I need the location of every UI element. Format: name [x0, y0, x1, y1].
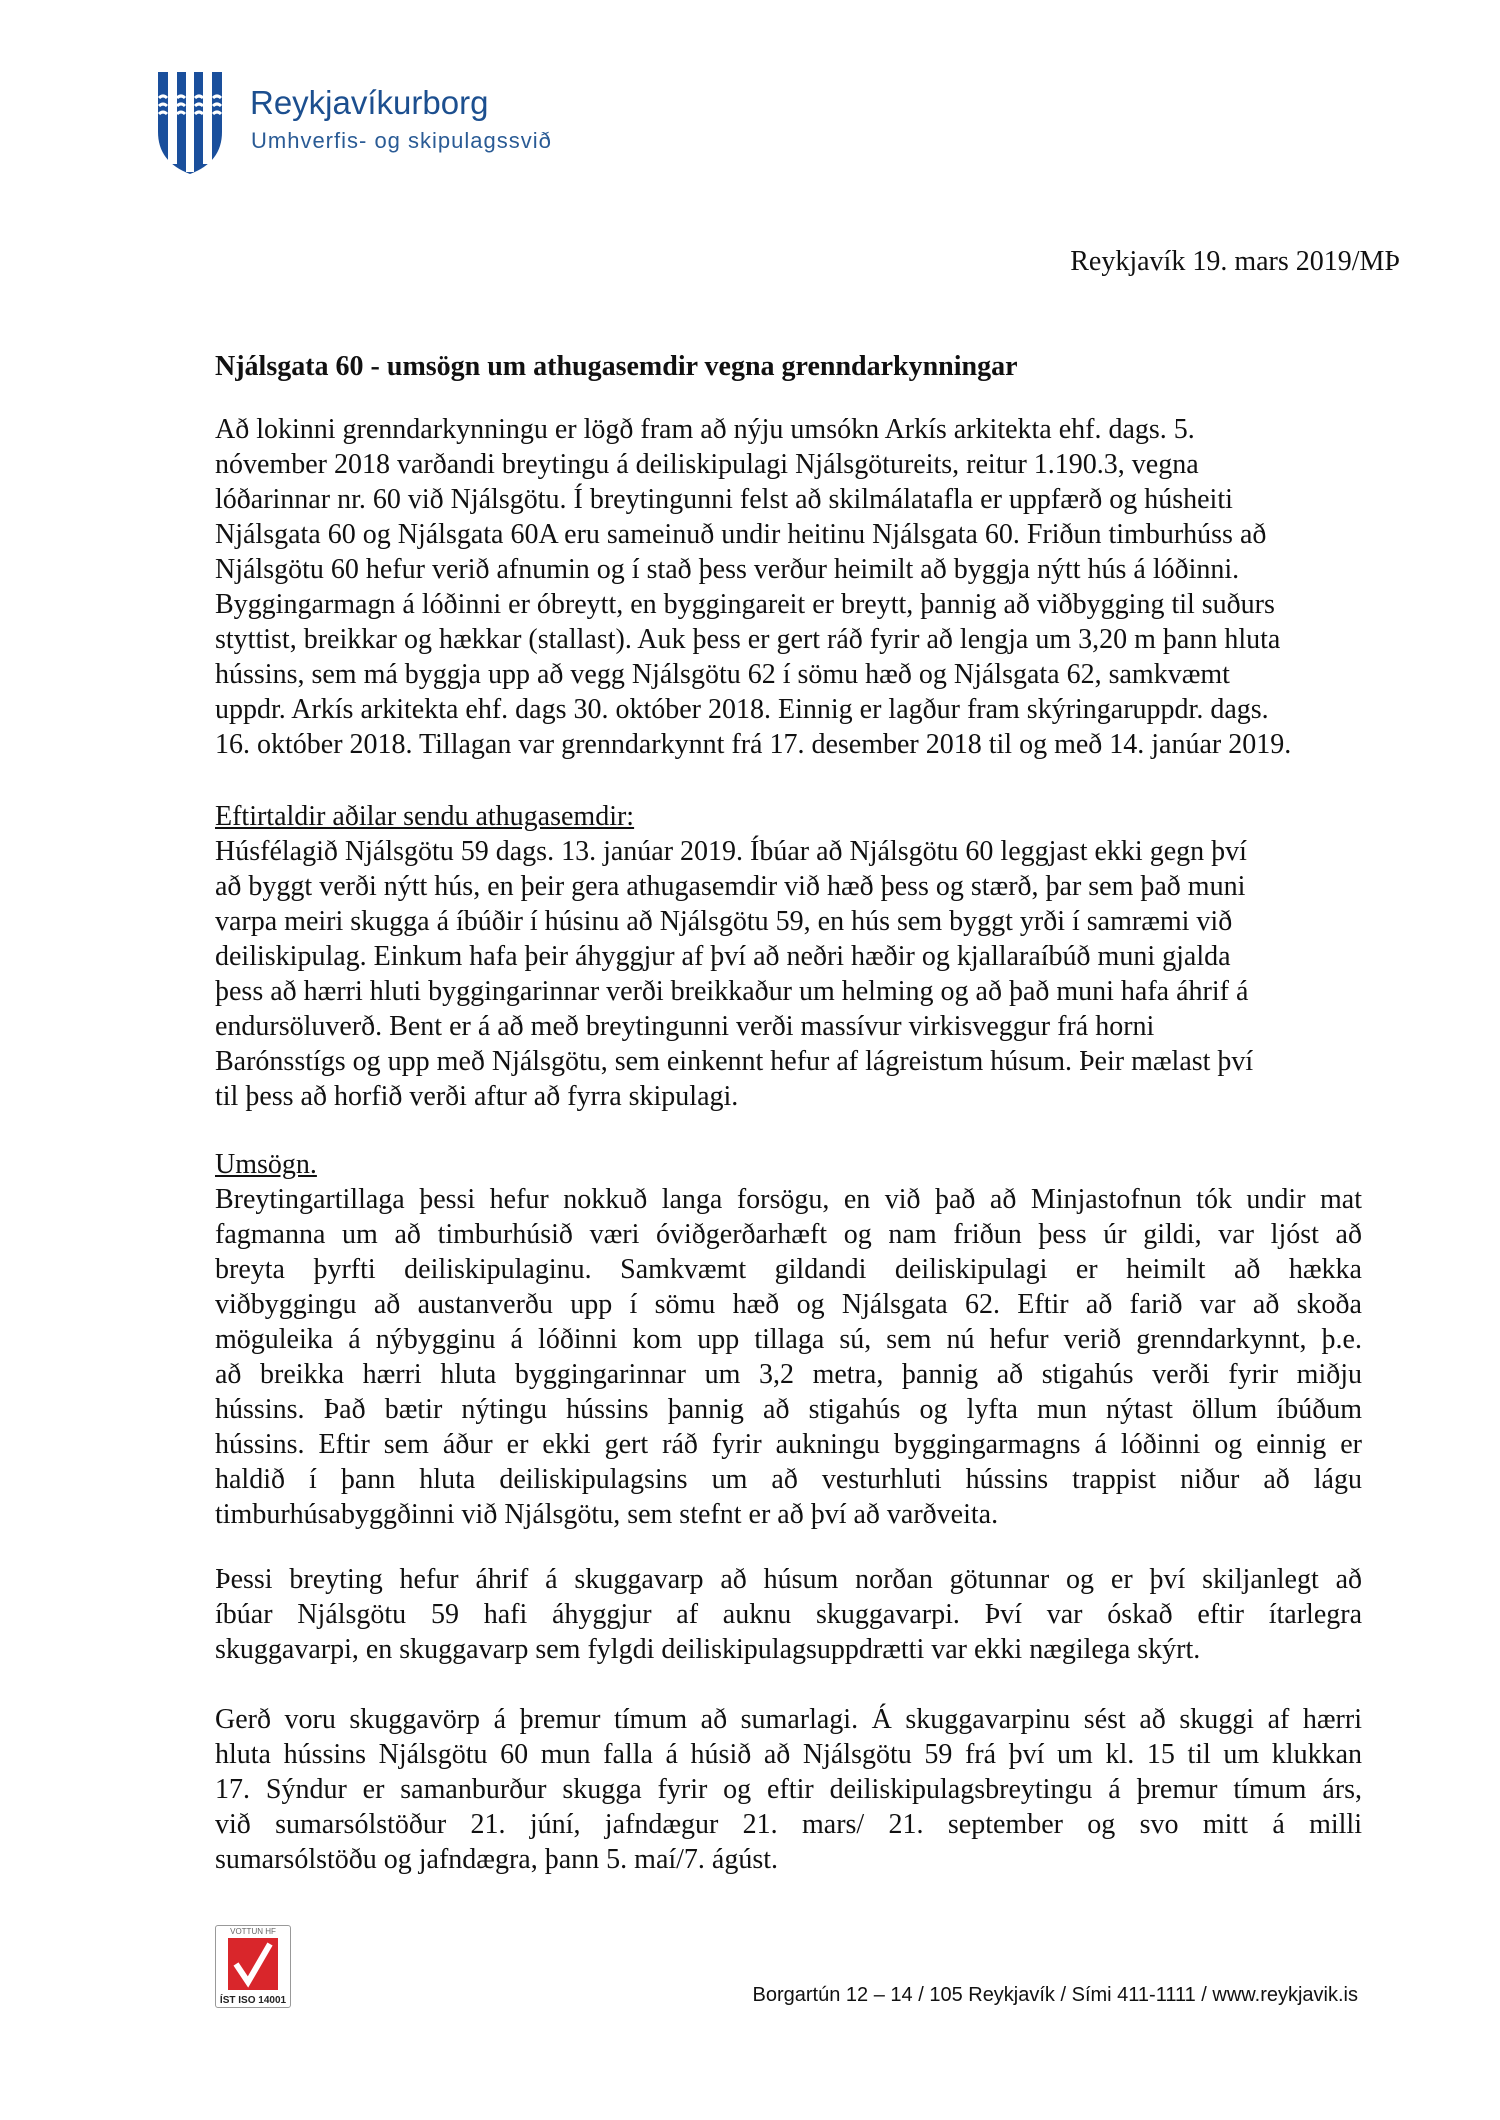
text-line: fagmanna um að timburhúsið væri óviðgerðarhæft og nam friðun þess úr gildi, var ljóst að [215, 1219, 1362, 1250]
text-line: timburhúsabyggðinni við Njálsgötu, sem stefnt er að því að varðveita. [215, 1499, 999, 1530]
text-line: að byggt verði nýtt hús, en þeir gera athugasemdir við hæð þess og stærð, þar sem það muni [215, 871, 1246, 902]
text-line: við sumarsólstöður 21. júní, jafndægur 21. mars/ 21. september og svo mitt á milli [215, 1809, 1362, 1840]
text-line: þess að hærri hluti byggingarinnar verði breikkaður um helming og að það muni hafa áhrif á [215, 976, 1249, 1007]
text-line: Breytingartillaga þessi hefur nokkuð langa forsögu, en við það að Minjastofnun tók undir mat [215, 1184, 1362, 1215]
shadow-paragraph [215, 1562, 1362, 1667]
text-line: möguleika á nýbygginu á lóðinni kom upp tillaga sú, sem nú hefur verið grenndarkynnt, þ.e. [215, 1324, 1362, 1355]
text-line: lóðarinnar nr. 60 við Njálsgötu. Í breytingunni felst að skilmálatafla er uppfærð og húsheiti [215, 484, 1233, 515]
text-line: hússins, sem má byggja upp að vegg Njálsgötu 62 í sömu hæð og Njálsgata 62, samkvæmt [215, 659, 1230, 690]
text-line: að breikka hærri hluta byggingarinnar um 3,2 metra, þannig að stigahús verði fyrir miðju [215, 1359, 1362, 1390]
text-line: Húsfélagið Njálsgötu 59 dags. 13. janúar 2019. Íbúar að Njálsgötu 60 leggjast ekki gegn því [215, 836, 1247, 867]
text-line: Barónsstígs og upp með Njálsgötu, sem einkennt hefur af lágreistum húsum. Þeir mælast því [215, 1046, 1254, 1077]
certification-top-label: VOTTUN HF [230, 1927, 276, 1936]
text-line: sumarsólstöðu og jafndægra, þann 5. maí/7. ágúst. [215, 1844, 779, 1875]
certification-bottom-label: ÍST ISO 14001 [219, 1995, 287, 2006]
text-line: haldið í þann hluta deiliskipulagsins um að vesturhluti hússins trappist niður að lágu [215, 1464, 1362, 1495]
text-line: Gerð voru skuggavörp á þremur tímum að sumarlagi. Á skuggavarpinu sést að skuggi af hærri [215, 1704, 1362, 1735]
text-line: 16. október 2018. Tillagan var grenndarkynnt frá 17. desember 2018 til og með 14. janúar 2019. [215, 729, 1292, 760]
text-line: deiliskipulag. Einkum hafa þeir áhyggjur af því að neðri hæðir og kjallaraíbúð muni gjalda [215, 941, 1231, 972]
text-line: breyta þyrfti deiliskipulaginu. Samkvæmt gildandi deiliskipulagi er heimilt að hækka [215, 1254, 1362, 1285]
intro-paragraph [215, 412, 1362, 762]
text-line: hússins. Það bætir nýtingu hússins þannig að stigahús og lyfta mun nýtast öllum íbúðum [215, 1394, 1362, 1425]
text-line: skuggavarpi, en skuggavarp sem fylgdi deiliskipulagsuppdrætti var ekki nægilega skýrt. [215, 1634, 1201, 1665]
footer-address: Borgartún 12 – 14 / 105 Reykjavík / Sími 411-1111 / www.reykjavik.is [752, 1984, 1358, 2006]
text-line: Byggingarmagn á lóðinni er óbreytt, en byggingareit er breytt, þannig að viðbygging til suðurs [215, 589, 1275, 620]
text-line: endursöluverð. Bent er á að með breytingunni verði massívur virkisveggur frá horni [215, 1011, 1155, 1042]
checkmark-icon [228, 1938, 278, 1990]
text-line: 17. Sýndur er samanburður skugga fyrir og eftir deiliskipulagsbreytingu á þremur tímum árs, [215, 1774, 1362, 1805]
reykjavik-coat-of-arms-logo [156, 70, 224, 176]
text-line: Njálsgata 60 og Njálsgata 60A eru sameinuð undir heitinu Njálsgata 60. Friðun timburhúss að [215, 519, 1267, 550]
review-heading: Umsögn. [215, 1149, 317, 1180]
text-line: nóvember 2018 varðandi breytingu á deiliskipulagi Njálsgötureits, reitur 1.190.3, vegna [215, 449, 1199, 480]
text-line: hússins. Eftir sem áður er ekki gert ráð fyrir aukningu byggingarmagns á lóðinni og einnig er [215, 1429, 1362, 1460]
text-line: íbúar Njálsgötu 59 hafi áhyggjur af auknu skuggavarpi. Því var óskað eftir ítarlegra [215, 1599, 1362, 1630]
document-title: Njálsgata 60 - umsögn um athugasemdir vegna grenndarkynningar [215, 351, 1018, 382]
shadow-study-paragraph [215, 1702, 1362, 1877]
date-line: Reykjavík 19. mars 2019/MÞ [1070, 246, 1400, 277]
text-line: varpa meiri skugga á íbúðir í húsinu að Njálsgötu 59, en hús sem byggt yrði í samræmi við [215, 906, 1233, 937]
text-line: uppdr. Arkís arkitekta ehf. dags 30. október 2018. Einnig er lagður fram skýringaruppdr. dags. [215, 694, 1269, 725]
text-line: Að lokinni grenndarkynningu er lögð fram að nýju umsókn Arkís arkitekta ehf. dags. 5. [215, 414, 1195, 445]
text-line: Njálsgötu 60 hefur verið afnumin og í stað þess verður heimilt að byggja nýtt hús á lóðinni. [215, 554, 1240, 585]
objections-heading: Eftirtaldir aðilar sendu athugasemdir: [215, 801, 635, 832]
text-line: Þessi breyting hefur áhrif á skuggavarp að húsum norðan götunnar og er því skiljanlegt að [215, 1564, 1362, 1595]
text-line: viðbyggingu að austanverðu upp í sömu hæð og Njálsgata 62. Eftir að farið var að skoða [215, 1289, 1362, 1320]
text-line: styttist, breikkar og hækkar (stallast). Auk þess er gert ráð fyrir að lengja um 3,20 m þann hluta [215, 624, 1281, 655]
text-line: hluta hússins Njálsgötu 60 mun falla á húsið að Njálsgötu 59 frá því um kl. 15 til um klukkan [215, 1739, 1362, 1770]
brand-subtitle: Umhverfis- og skipulagssvið [251, 128, 552, 153]
iso-14001-certification-badge [215, 1925, 291, 2008]
objections-section [215, 799, 1362, 1114]
review-section [215, 1147, 1362, 1532]
text-line: til þess að horfið verði aftur að fyrra skipulagi. [215, 1081, 739, 1112]
brand-name: Reykjavíkurborg [250, 84, 489, 121]
